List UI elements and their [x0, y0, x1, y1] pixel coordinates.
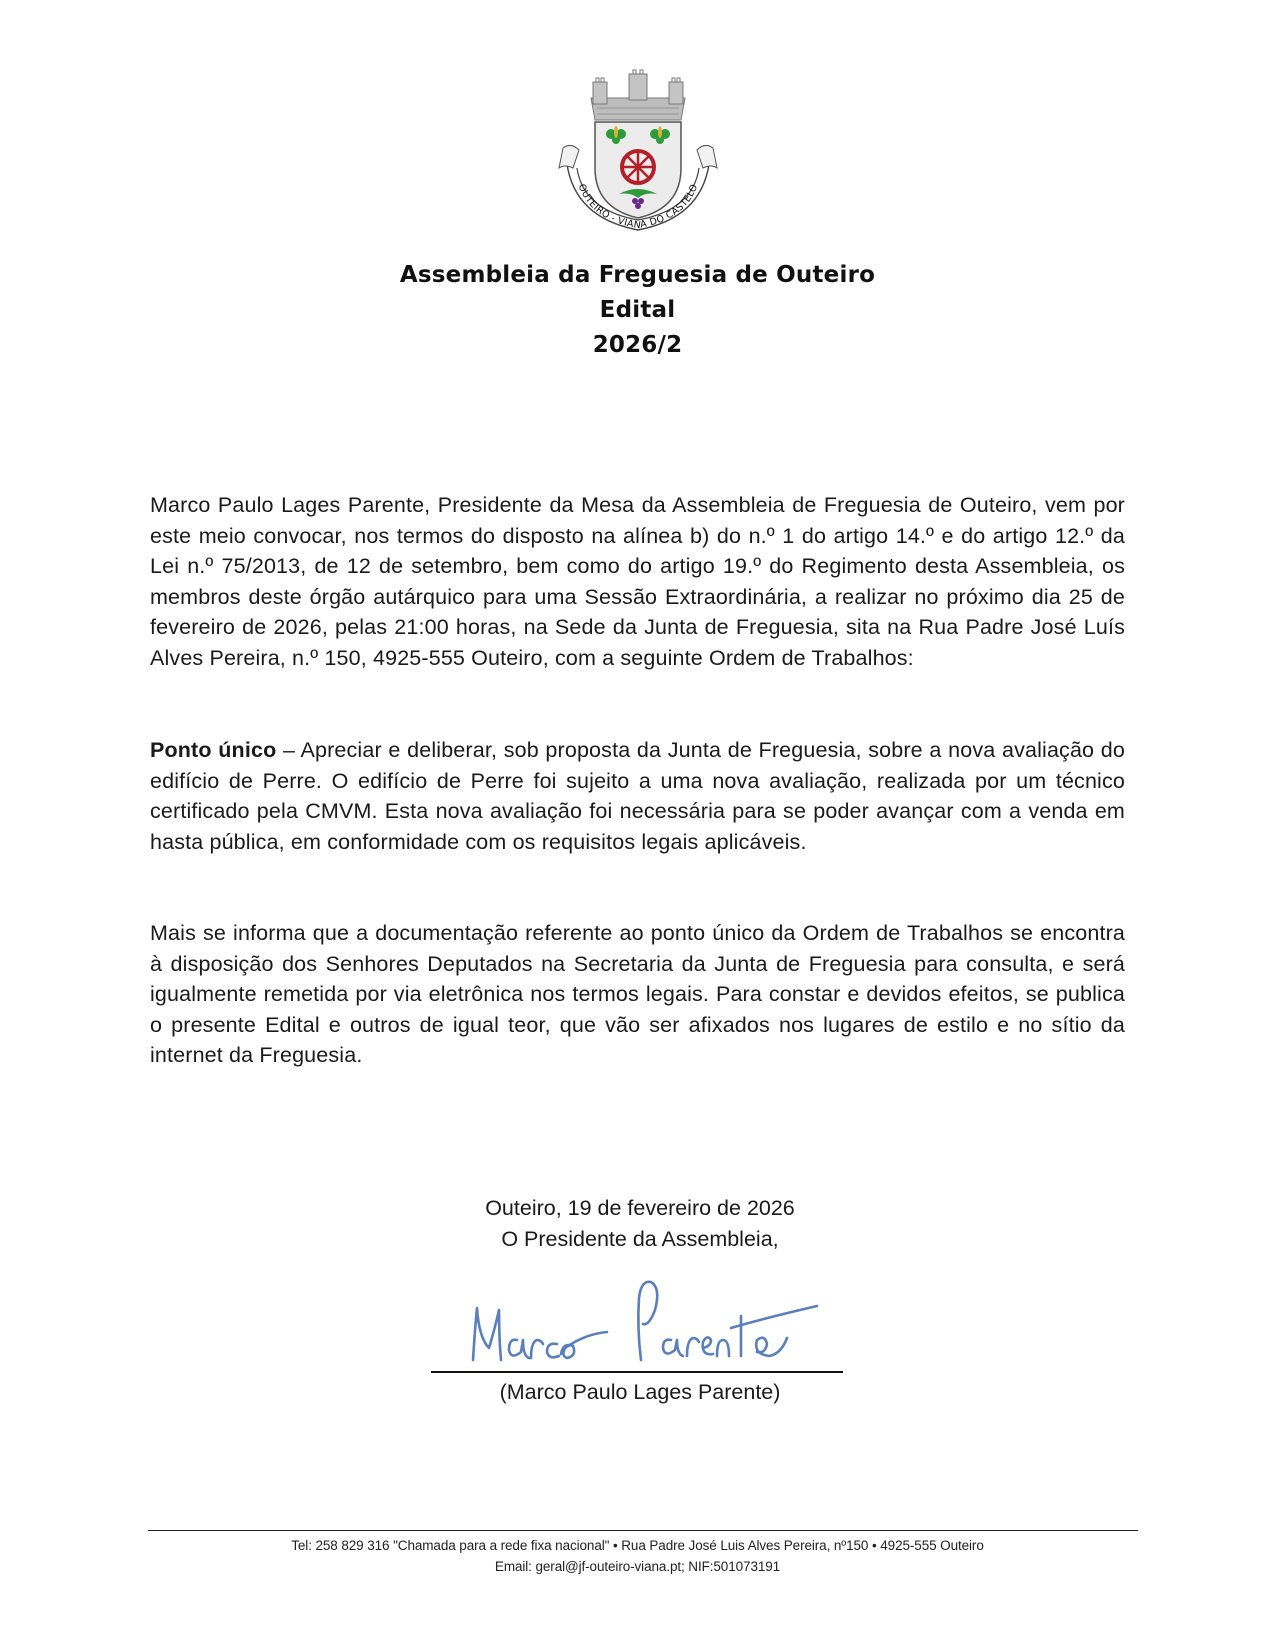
signer-printed-name: (Marco Paulo Lages Parente)	[499, 1380, 781, 1404]
agenda-item-paragraph	[150, 735, 1125, 857]
handwritten-signature	[465, 1268, 845, 1368]
place-date: Outeiro, 19 de fevereiro de 2026	[485, 1196, 795, 1220]
signer-role: O Presidente da Assembleia,	[501, 1226, 779, 1251]
document-header	[0, 258, 1275, 363]
water-wheel-icon	[622, 151, 654, 183]
signature-line	[431, 1371, 843, 1373]
footer-email-line: Email: geral@jf-outeiro-viana.pt; NIF:501073191	[494, 1559, 781, 1574]
agenda-item-label: Ponto único	[150, 738, 277, 762]
coat-of-arms-logo	[553, 68, 723, 238]
document-number: 2026/2	[592, 332, 683, 358]
information-paragraph: Mais se informa que a documentação referente ao ponto único da Ordem de Trabalhos se encontra à disposição dos Senhores Deputados na Secretaria da Junta de Freguesia para consulta, e será igualmente remetida por via eletrônica nos termos legais. Para constar e devidos efeitos, se publica o presente Edital e outros de igual teor, que vão ser afixados nos lugares de estilo e no sítio da internet da Freguesia.	[150, 921, 1125, 1068]
footer-contact	[0, 1535, 1275, 1577]
footer-divider	[148, 1530, 1138, 1531]
agenda-item-text: – Apreciar e deliberar, sob proposta da Junta de Freguesia, sobre a nova avaliação do edifício de Perre. O edifício de Perre foi sujeito a uma nova avaliação, realizada por um técnico certificado pela CMVM. Esta nova avaliação foi necessária para se poder avançar com a venda em hasta pública, em conformidade com os requisitos legais aplicáveis.	[150, 738, 1126, 854]
footer-address-line: Tel: 258 829 316 "Chamada para a rede fixa nacional" • Rua Padre José Luis Alves Pereira, nº150 • 4925-555 Outeiro	[291, 1538, 984, 1553]
document-type: Edital	[599, 297, 676, 323]
convocation-paragraph: Marco Paulo Lages Parente, Presidente da Mesa da Assembleia de Freguesia de Outeiro, vem por este meio convocar, nos termos do disposto na alínea b) do n.º 1 do artigo 14.º e do artigo 12.º da Lei n.º 75/2013, de 12 de setembro, bem como do artigo 19.º do Regimento desta Assembleia, os membros deste órgão autárquico para uma Sessão Extraordinária, a realizar no próximo dia 25 de fevereiro de 2026, pelas 21:00 horas, na Sede da Junta de Freguesia, sita na Rua Padre José Luís Alves Pereira, n.º 150, 4925-555 Outeiro, com a seguinte Ordem de Trabalhos:	[150, 493, 1125, 670]
crest-motto: OUTEIRO - VIANA DO CASTELO	[575, 182, 701, 232]
signature-header	[430, 1193, 850, 1254]
assembly-title: Assembleia da Freguesia de Outeiro	[399, 262, 876, 288]
mural-crown-icon	[591, 70, 685, 120]
